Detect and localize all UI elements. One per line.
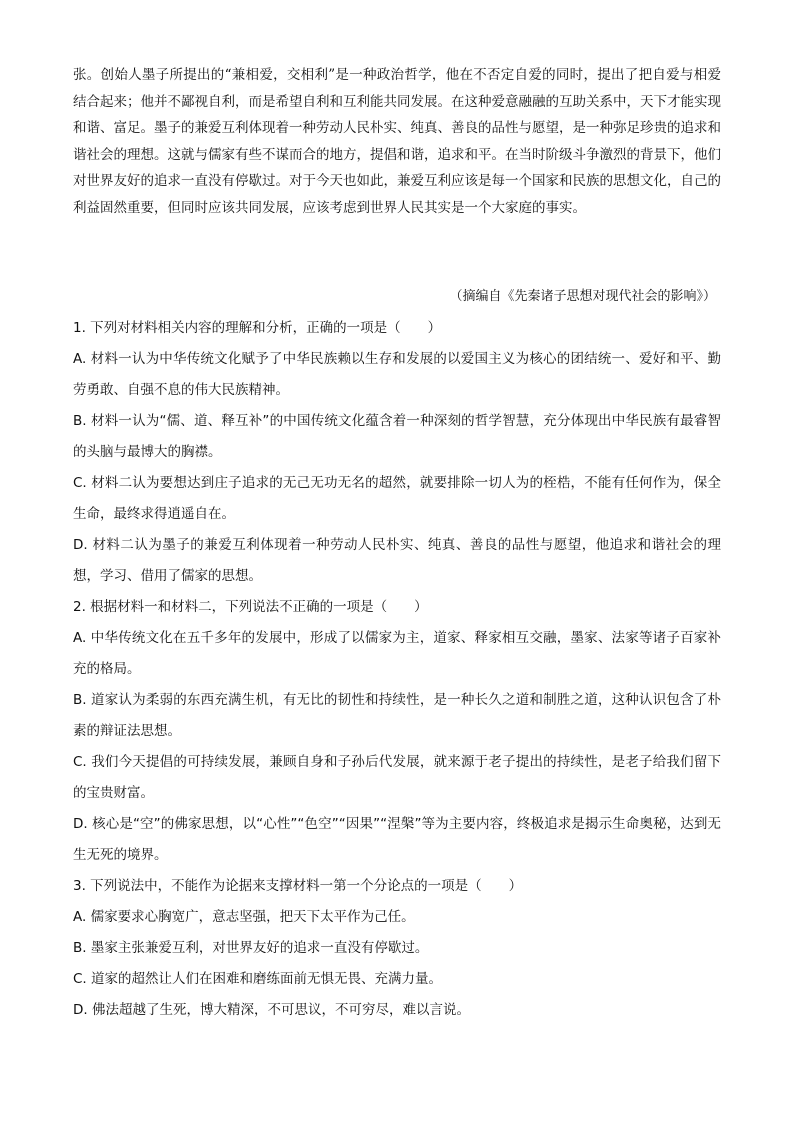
option-d: D. 佛法超越了生死，博大精深，不可思议，不可穷尽，难以言说。 (73, 1002, 470, 1018)
passage-paragraph: 张。创始人墨子所提出的“兼相爱，交相利”是一种政治哲学，他在不否定自爱的同时，提出了把自爱与相爱结合起来；他并不鄙视自利，而是希望自利和互利能共同发展。在这种爱意融融的互助关系中，天下才能实现和谐、富足。墨子的兼爱互利体现着一种劳动人民朴实、纯真、善良的品性与愿望，是一种弥足珍贵的追求和谐社会的理想。这就与儒家有些不谋而合的地方，提倡和谐，追求和平。在当时阶级斗争激烈的背景下，他们对世界友好的追求一直没有停歇过。对于今天也如此，兼爱互利应该是每一个国家和民族的思想文化，自己的利益固然重要，但同时应该共同发展，应该考虑到世界人民其实是一个大家庭的事实。 (73, 67, 721, 216)
option-d: D. 材料二认为墨子的兼爱互利体现着一种劳动人民朴实、纯真、善良的品性与愿望，他追求和谐社会的理想，学习、借用了儒家的思想。 (73, 537, 721, 584)
question-2 (73, 592, 721, 871)
passage-source: （摘编自《先秦诸子思想对现代社会的影响》） (449, 289, 716, 304)
passage (73, 62, 721, 221)
question-list (73, 313, 721, 1026)
question-stem: 2. 根据材料一和材料二，下列说法不正确的一项是（ ） (73, 599, 428, 615)
question-3 (73, 871, 721, 1026)
option-c: C. 道家的超然让人们在困难和磨练面前无惧无畏、充满力量。 (73, 971, 443, 987)
option-c: C. 我们今天提倡的可持续发展，兼顾自身和子孙后代发展，就来源于老子提出的持续性，是老子给我们留下的宝贵财富。 (73, 754, 721, 801)
option-a: A. 中华传统文化在五千多年的发展中，形成了以儒家为主，道家、释家相互交融，墨家、法家等诸子百家补充的格局。 (73, 630, 721, 677)
option-a: A. 儒家要求心胸宽广，意志坚强，把天下太平作为己任。 (73, 909, 415, 925)
option-b: B. 道家认为柔弱的东西充满生机，有无比的韧性和持续性，是一种长久之道和制胜之道，这种认识包含了朴素的辩证法思想。 (73, 692, 721, 739)
question-1 (73, 313, 721, 592)
question-stem: 3. 下列说法中，不能作为论据来支撑材料一第一个分论点的一项是（ ） (73, 878, 523, 894)
option-b: B. 墨家主张兼爱互利，对世界友好的追求一直没有停歇过。 (73, 940, 429, 956)
option-b: B. 材料一认为“儒、道、释互补”的中国传统文化蕴含着一种深刻的哲学智慧，充分体现出中华民族有最睿智的头脑与最博大的胸襟。 (73, 413, 721, 460)
option-a: A. 材料一认为中华传统文化赋予了中华民族赖以生存和发展的以爱国主义为核心的团结统一、爱好和平、勤劳勇敢、自强不息的伟大民族精神。 (73, 351, 721, 398)
option-c: C. 材料二认为要想达到庄子追求的无己无功无名的超然，就要排除一切人为的桎梏，不能有任何作为，保全生命，最终求得逍遥自在。 (73, 475, 721, 522)
question-stem: 1. 下列对材料相关内容的理解和分析，正确的一项是（ ） (73, 320, 442, 336)
option-d: D. 核心是“空”的佛家思想，以“心性”“色空”“因果”“涅槃”等为主要内容，终极追求是揭示生命奥秘，达到无生无死的境界。 (73, 816, 721, 863)
